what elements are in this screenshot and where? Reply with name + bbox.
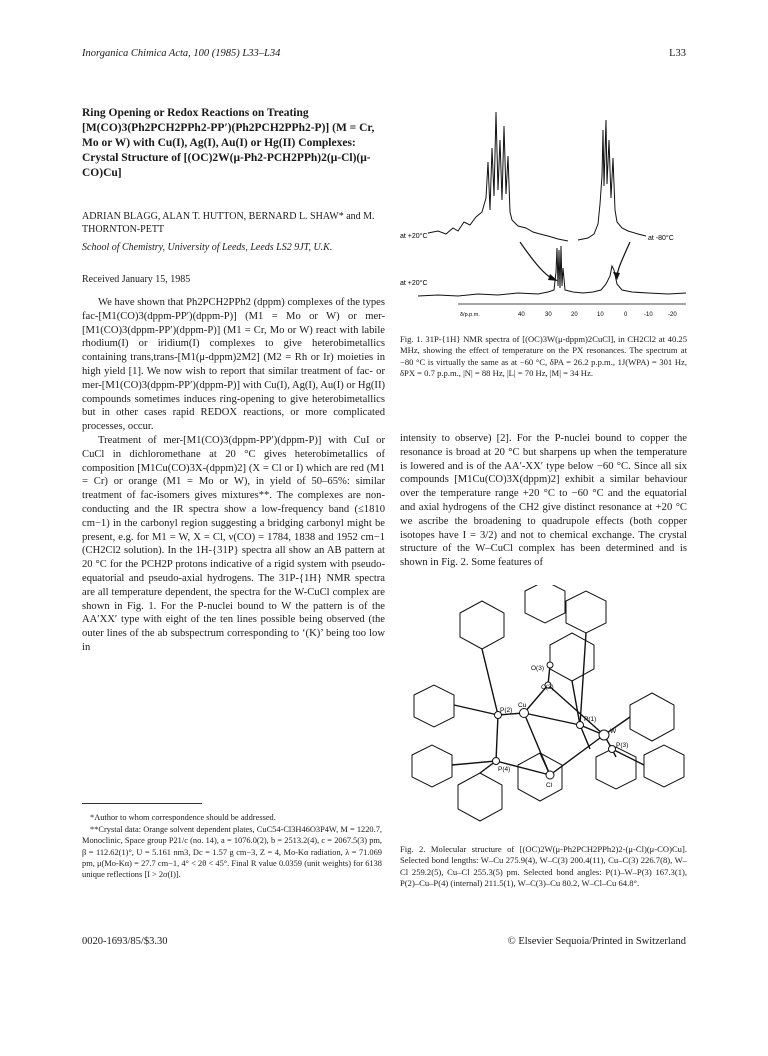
publisher-line: © Elsevier Sequoia/Printed in Switzerland — [507, 936, 686, 947]
footnote: *Author to whom correspondence should be addressed. — [90, 813, 276, 822]
footnotes — [82, 812, 382, 881]
figure-2-molecular-structure — [400, 585, 690, 830]
axis-tick: 30 — [545, 312, 552, 318]
footnote-rule — [82, 803, 202, 804]
paragraph: We have shown that Ph2PCH2PPh2 (dppm) complexes of the types fac-[M1(CO)3(dppm-PP′)(dppm-P)] (M1 = Mo or W) or mer-[M1(CO)3(dppm-PP′)(dppm-P)] (M1 = Cr, Mo or W) react with labile rhodium(I) or iridium(I) complexes to give heterobimetallics containing trans,trans-[M1(μ-dppm)2M2] (M2 = Rh or Ir) moieties in high yield [1]. We now wish to report that similar treatment of fac- or mer-[M1(CO)3(dppm-PP′)(dppm-P)] with Cu(I), Ag(I), Au(I) or Hg(II) compounds sometimes induces ring-opening to give heterobimetallics but in other cases rapid REDOX reactions, or more complicated processes, occur. — [82, 297, 385, 433]
figure-2-caption: Fig. 2. Molecular structure of [(OC)2W(μ-Ph2PCH2PPh2)2-(μ-Cl)(μ-CO)Cu]. Selected bond lengths: W–Cu 275.9(4), W–C(3) 200.4(11), Cu–C(3) 226.7(8), W–Cl 259.2(5), Cu–Cl 255.3(5) pm. Selected bond angles: P(1)–W–P(3) 167.3(1), P(2)–Cu–P(4) (internal) 211.5(1), W–C(3)–Cu 80.2, W–Cl–Cu 64.8°. — [400, 844, 687, 889]
atom-label: P(1) — [584, 716, 597, 723]
page-number: L33 — [669, 48, 686, 59]
axis-tick: -10 — [644, 312, 653, 318]
atom-label: P(3) — [616, 742, 629, 749]
price-code: 0020-1693/85/$3.30 — [82, 936, 168, 947]
axis-tick: 40 — [518, 312, 525, 318]
atom-label: C(3) — [541, 684, 554, 691]
arrowhead-right — [613, 272, 620, 280]
body-column-right — [400, 432, 687, 570]
atoms — [493, 662, 616, 779]
article-title: Ring Opening or Redox Reactions on Treating [M(CO)3(Ph2PCH2PPh2-PP′)(Ph2PCH2PPh2-P)] (M = Cr, Mo or W) with Cu(I), Ag(I), Au(I) or Hg(II) Complexes: Crystal Structure of [(OC)2W(μ-Ph2-PCH2PPh)2(μ-Cl)(μ-CO)Cu] — [82, 107, 375, 179]
authors: ADRIAN BLAGG, ALAN T. HUTTON, BERNARD L. SHAW* and M. THORNTON-PETT — [82, 211, 375, 235]
arrow-left — [520, 242, 556, 280]
core-bonds — [452, 633, 644, 775]
atom-label: Cl — [546, 782, 553, 789]
axis-unit: δ/p.p.m. — [460, 312, 480, 318]
spectrum-20c-bottom — [418, 246, 686, 296]
received-date: Received January 15, 1985 — [82, 274, 191, 285]
atom-label: Cu — [518, 702, 527, 709]
footnote: **Crystal data: Orange solvent dependent plates, CuC54-Cl3H46O3P4W, M = 1220.7, Monoclinic, Space group P21/c (no. 14), a = 1076.0(2), b = 2513.2(4), c = 2067.5(3) pm, β = 112.62(1)°, U = 5.161 nm3, Dc = 1.57 g cm−3, Z = 4, Mo-Kα radiation, λ = 71.069 pm, μ(Mo-Kα) = 27.7 cm−1, 4° < 2θ < 45°. Final R value 0.0359 (unit weights) for 6138 unique reflections [I > 2σ(I)]. — [82, 825, 382, 880]
spectrum-minus80c — [578, 120, 646, 240]
atom-label: W — [610, 728, 617, 735]
figure-1-nmr-spectra — [398, 100, 690, 325]
body-column-left — [82, 296, 385, 655]
axis-tick: -20 — [668, 312, 677, 318]
spectrum-20c-top — [428, 112, 568, 241]
axis-tick: 10 — [597, 312, 604, 318]
label-top-right: at -80°C — [648, 235, 674, 242]
label-bottom: at +20°C — [400, 280, 428, 287]
atom-label: O(3) — [531, 665, 544, 672]
atom-label: P(2) — [500, 707, 513, 714]
figure-1-caption: Fig. 1. 31P-{1H} NMR spectra of [(OC)3W(μ-dppm)2CuCl], in CH2Cl2 at 40.25 MHz, showing the effect of temperature on the PX resonances. The spectrum at −80 °C is virtually the same as at −60 °C, δPA = 26.2 p.p.m., 1J(WPA) = 301 Hz, δPX = 0.7 p.p.m., |N| = 88 Hz, |L| = 70 Hz, |M| = 34 Hz. — [400, 334, 687, 379]
paragraph: intensity to observe) [2]. For the P-nuclei bound to copper the resonance is broad at 20 °C but sharpens up when the temperature is lowered and is of the AA′-XX′ type below −60 °C. Since all six compounds [M1Cu(CO)3X(dppm)2] exhibit a similar behaviour over the temperature range +20 °C to −60 °C and the equatorial and axial hydrogens of the CH2 give distinct resonance at +20 °C we ascribe the broadening to quadrupole effects (both copper isotopes have I = 3/2) and not to chemical exchange. The crystal structure of the W–CuCl complex has been determined and is shown in Fig. 2. Some features of — [400, 433, 687, 569]
arrowhead-left — [548, 274, 558, 281]
paragraph: Treatment of mer-[M1(CO)3(dppm-PP′)(dppm-P)] with CuI or CuCl in dichloromethane at 20 °C gives heterobimetallics of composition [M1Cu(CO)3X-(dppm)2] (X = Cl or I) which are red (M1 = Cr) or orange (M1 = Mo or W), in yield of 50–65%: similar treatment of fac-isomers gives mixtures**. The complexes are non-conducting and the IR spectra show a low-frequency band (≤1810 cm−1) in the carbonyl region suggesting a bridging carbonyl might be present, e.g. for M1 = W, X = Cl, ν(CO) = 1784, 1838 and 1952 cm−1 (CH2Cl2 solution). In the 1H-{31P} spectra all show an AB pattern at 20 °C for the PCH2P protons indicative of a rigid system with pseudo-equatorial and pseudo-axial hydrogens. The 31P-{1H} NMR spectra are all temperature dependent, the spectra for the W-CuCl complex are shown in Fig. 1. For the P-nuclei bound to W the pattern is of the AA′XX′ type with eight of the ten lines possible being observed (the outer lines of the ab subspectrum corresponding to ‘(K)’ being too low in — [82, 434, 385, 653]
atom-label: P(4) — [498, 766, 511, 773]
axis-tick: 20 — [571, 312, 578, 318]
arrow-right — [617, 242, 630, 276]
label-top-left: at +20°C — [400, 233, 428, 240]
affiliation: School of Chemistry, University of Leeds, Leeds LS2 9JT, U.K. — [82, 242, 333, 253]
axis-tick: 0 — [624, 312, 628, 318]
journal-header: Inorganica Chimica Acta, 100 (1985) L33–L34 — [82, 48, 281, 59]
